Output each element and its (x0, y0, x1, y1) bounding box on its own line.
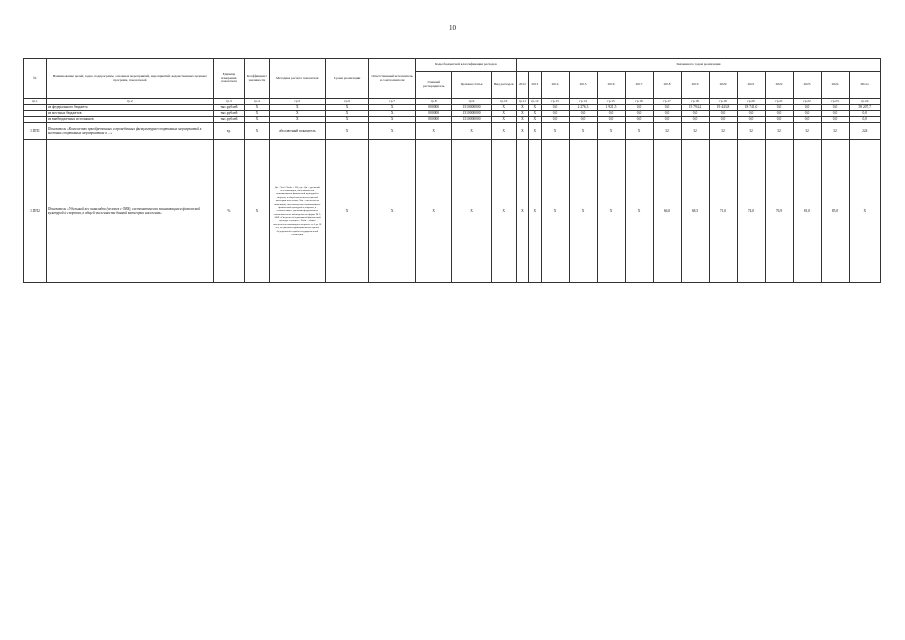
header-year: 2018 (653, 72, 681, 99)
header-grbs: Главный распорядитель (416, 72, 452, 99)
col-number: гр.17 (653, 99, 681, 105)
col-number: гр.1 (24, 99, 47, 105)
col-number: гр.24 (849, 99, 880, 105)
table-row-local-budget: из местных бюджетов тыс.рублей Х Х Х Х 000000 1510000000 Х Х Х 0,0 0,0 0,0 0,0 0,0 0,0 0,0 0,0 0,0 0,0 0,0 0,0 (24, 111, 881, 117)
col-number: гр.6 (325, 99, 369, 105)
header-csr: Целевая статья (452, 72, 491, 99)
col-number: гр.13 (541, 99, 569, 105)
col-number: гр.22 (793, 99, 821, 105)
header-term: Сроки реализации (325, 59, 369, 99)
header-responsible: Ответственный исполнитель и соисполнители (369, 59, 416, 99)
col-number: гр.18 (681, 99, 709, 105)
header-name: Наименование целей, задач, подпрограмм, основных мероприятий, мероприятий, ведомственных целевых программ, показателей (46, 59, 213, 99)
header-year: 2021 (737, 72, 765, 99)
row-label: из внебюджетных источников (46, 117, 213, 123)
page-number: 10 (449, 24, 456, 32)
col-number: гр.16 (625, 99, 653, 105)
table-row-indicator-pp2: 1.ПП2 Показатель «Удельный вес инвалидов (человек с ОВЗ), систематически занимающихся физической культурой и спортом, в общей численности данной категории населения» % Х Ди = Чзи / Чоби × 100, где: Ди – удельный вес инвалидов, систематически занимающихся физической культурой и спортом, в общей численности данной категории населения; Чзи – численность инвалидов, систематически занимающихся физической культурой и спортом, в соответствии с данными федерального статистического наблюдения по форме № 3-АФК «Сведения об адаптивной физической культуре и спорте»; Чоби – общая численность инвалидов в возрасте от 6 до 18 лет, по данным территориального органа Федеральной службы государственной статистики Х Х Х Х Х Х Х Х Х Х Х 66,0 68,5 71,0 74,0 76,9 81,0 85,0 Х (24, 140, 881, 283)
row-label: Показатель «Удельный вес инвалидов (человек с ОВЗ), систематически занимающихся физической культурой и спортом, в общей численности данной категории населения» (46, 140, 213, 283)
header-total: Итого (849, 72, 880, 99)
header-method: Методика расчета показателя (269, 59, 325, 99)
col-number: гр.7 (369, 99, 416, 105)
col-number: гр.14 (569, 99, 597, 105)
row-label: из местных бюджетов (46, 111, 213, 117)
header-year: 2023 (793, 72, 821, 99)
col-number: гр.21 (765, 99, 793, 105)
header-unit: Единица измерения показателя (213, 59, 244, 99)
header-year: 2020 (709, 72, 737, 99)
col-number: гр.2 (46, 99, 213, 105)
table-header (24, 59, 881, 105)
col-number: гр.4 (244, 99, 269, 105)
header-values-group: Значения по годам реализации (516, 59, 880, 72)
header-num: № (24, 59, 47, 99)
method-formula: Ди = Чзи / Чоби × 100, где: Ди – удельный вес инвалидов, систематически занимающихся физической культурой и спортом, в общей численности данной категории населения; Чзи – численность инвалидов, систематически занимающихся физической культурой и спортом, в соответствии с данными федерального статистического наблюдения по форме № 3-АФК «Сведения об адаптивной физической культуре и спорте»; Чоби – общая численность инвалидов в возрасте от 6 до 18 лет, по данным территориального органа Федеральной службы государственной статистики (269, 140, 325, 283)
header-vr: Вид расходов (491, 72, 516, 99)
col-number: гр.12 (529, 99, 541, 105)
col-number: гр.10 (491, 99, 516, 105)
header-year: 2017 (625, 72, 653, 99)
col-number: гр.5 (269, 99, 325, 105)
col-number: гр.11 (516, 99, 528, 105)
header-year: 2016 (597, 72, 625, 99)
col-number: гр.20 (737, 99, 765, 105)
header-year: 2012 (516, 72, 528, 99)
col-number: гр.23 (821, 99, 849, 105)
col-number: гр.19 (709, 99, 737, 105)
table-row-extrabudgetary: из внебюджетных источников тыс.рублей Х Х Х Х 000000 1510000000 Х Х Х 0,0 0,0 0,0 0,0 0,0 0,0 0,0 0,0 0,0 0,0 0,0 0,0 (24, 117, 881, 123)
header-coef: Коэффициент значимости (244, 59, 269, 99)
col-number: гр.8 (416, 99, 452, 105)
row-label: Показатель «Количество приобретенных и проведенных физкультурно-спортивных мероприятий в местных спортивных мероприятиях в ...» (46, 123, 213, 140)
row-label: из федерального бюджета (46, 105, 213, 111)
header-year: 2013 (529, 72, 541, 99)
col-number: гр.9 (452, 99, 491, 105)
header-budget-group: Коды бюджетной классификации расходов (416, 59, 517, 72)
header-year: 2024 (821, 72, 849, 99)
header-year: 2015 (569, 72, 597, 99)
header-year: 2022 (765, 72, 793, 99)
header-year: 2014 (541, 72, 569, 99)
col-number: гр.15 (597, 99, 625, 105)
program-indicators-table (23, 58, 881, 283)
header-year: 2019 (681, 72, 709, 99)
table-row-indicator-pp1: 1.ПП1 Показатель «Количество приобретенных и проведенных физкультурно-спортивных мероприятий в местных спортивных мероприятиях в ...» ед. Х абсолютный показатель Х Х Х Х Х Х Х Х Х Х Х 32 32 32 32 32 32 32 224 (24, 123, 881, 140)
col-number: гр.3 (213, 99, 244, 105)
table-row-federal-budget: из федерального бюджета тыс.рублей Х Х Х Х 000000 1510000000 Х Х Х 0,0 2 276,3 1 921,5 0,0 0,0 15 794,2 19 443,8 18 741,0 0,0 0,0 0,0 58 207,7 (24, 105, 881, 111)
